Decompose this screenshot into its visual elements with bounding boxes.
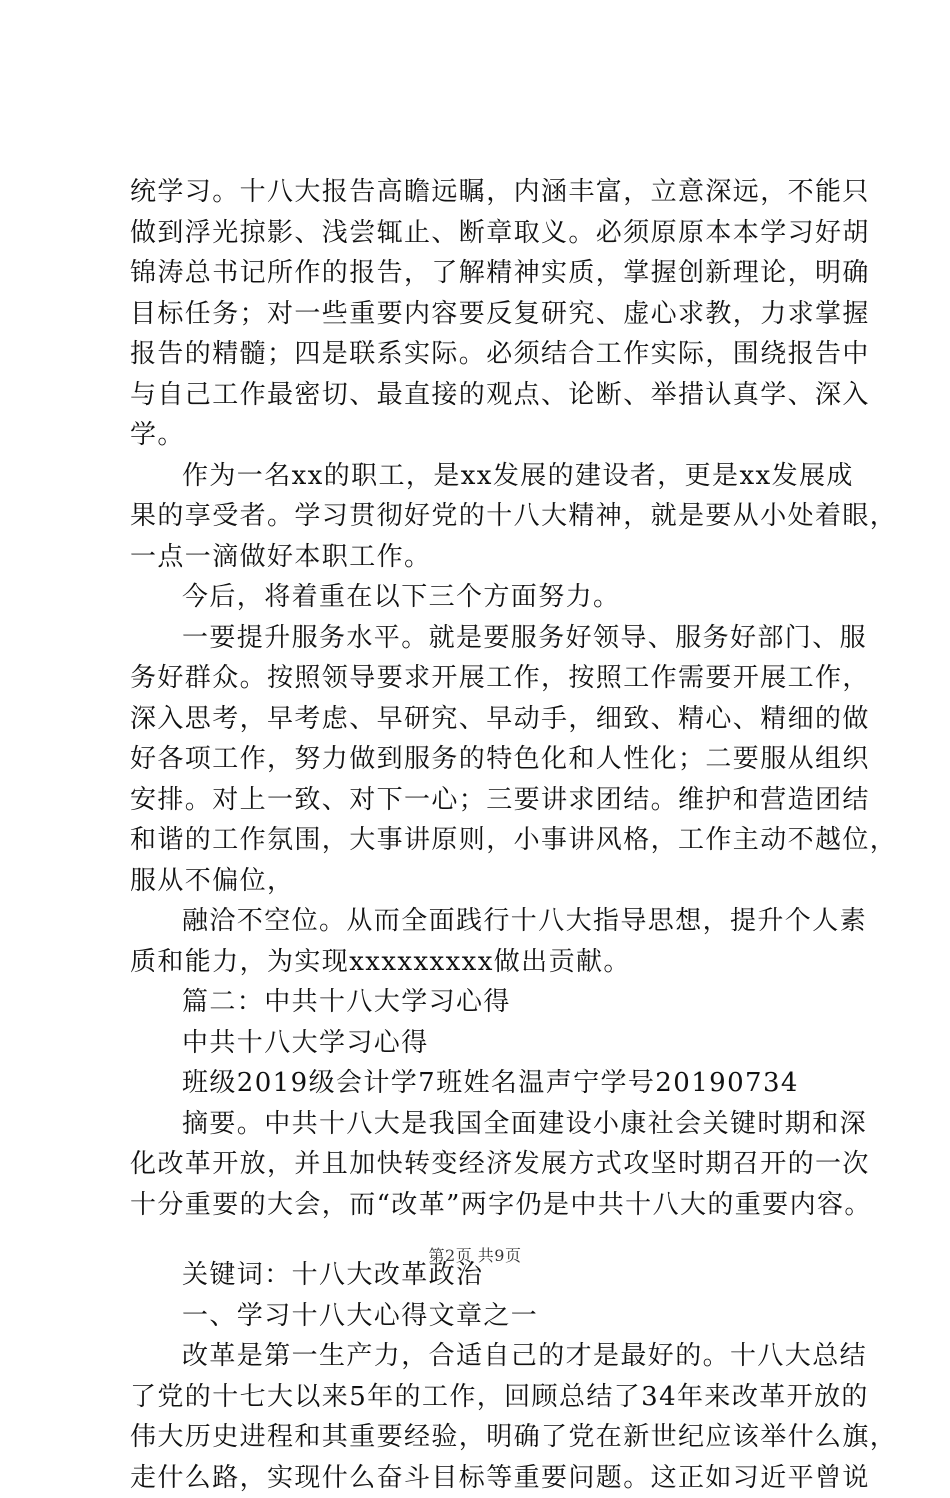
text-line: 统学习。十八大报告高瞻远瞩，内涵丰富，立意深远，不能只 [130, 172, 830, 213]
text-line: 锦涛总书记所作的报告，了解精神实质，掌握创新理论，明确 [130, 253, 830, 294]
paragraph-start: 作为一名xx的职工，是xx发展的建设者，更是xx发展成 [130, 456, 830, 497]
text-line: 走什么路，实现什么奋斗目标等重要问题。这正如习近平曾说 [130, 1458, 830, 1498]
text-line: 好各项工作，努力做到服务的特色化和人性化；二要服从组织 [130, 739, 830, 780]
text-line: 做到浮光掠影、浅尝辄止、断章取义。必须原原本本学习好胡 [130, 213, 830, 254]
text-line: 报告的精髓；四是联系实际。必须结合工作实际，围绕报告中 [130, 334, 830, 375]
text-line: 质和能力，为实现xxxxxxxxx做出贡献。 [130, 942, 830, 983]
text-line: 目标任务；对一些重要内容要反复研究、虚心求教，力求掌握 [130, 294, 830, 335]
text-line: 学。 [130, 415, 830, 456]
text-line: 深入思考，早考虑、早研究、早动手，细致、精心、精细的做 [130, 699, 830, 740]
text-line: 化改革开放，并且加快转变经济发展方式攻坚时期召开的一次 [130, 1144, 830, 1185]
text-line: 和谐的工作氛围，大事讲原则，小事讲风格，工作主动不越位， [130, 820, 830, 861]
abstract-start: 摘要。中共十八大是我国全面建设小康社会关键时期和深 [130, 1104, 830, 1145]
text-line: 十分重要的大会，而“改革”两字仍是中共十八大的重要内容。 [130, 1185, 830, 1226]
subsection-heading: 一、学习十八大心得文章之一 [130, 1296, 830, 1337]
text-line: 伟大历史进程和其重要经验，明确了党在新世纪应该举什么旗， [130, 1417, 830, 1458]
text-line: 一点一滴做好本职工作。 [130, 537, 830, 578]
paragraph-start: 今后，将着重在以下三个方面努力。 [130, 577, 830, 618]
section-heading: 篇二：中共十八大学习心得 [130, 982, 830, 1023]
paragraph-start: 一要提升服务水平。就是要服务好领导、服务好部门、服 [130, 618, 830, 659]
text-line: 务好群众。按照领导要求开展工作，按照工作需要开展工作， [130, 658, 830, 699]
article-title: 中共十八大学习心得 [130, 1023, 830, 1064]
keywords-line: 关键词：十八大改革政治 [130, 1255, 830, 1296]
text-line: 安排。对上一致、对下一心；三要讲求团结。维护和营造团结 [130, 780, 830, 821]
text-line: 服从不偏位， [130, 861, 830, 902]
author-info: 班级2019级会计学7班姓名温声宁学号20190734 [130, 1063, 830, 1104]
text-line: 果的享受者。学习贯彻好党的十八大精神，就是要从小处着眼， [130, 496, 830, 537]
paragraph-start: 改革是第一生产力，合适自己的才是最好的。十八大总结 [130, 1336, 830, 1377]
paragraph-start: 融洽不空位。从而全面践行十八大指导思想，提升个人素 [130, 901, 830, 942]
text-line: 了党的十七大以来5年的工作，回顾总结了34年来改革开放的 [130, 1377, 830, 1418]
text-line: 与自己工作最密切、最直接的观点、论断、举措认真学、深入 [130, 375, 830, 416]
page-footer: 第2页 共9页 [0, 1243, 950, 1266]
document-body [130, 172, 830, 1498]
